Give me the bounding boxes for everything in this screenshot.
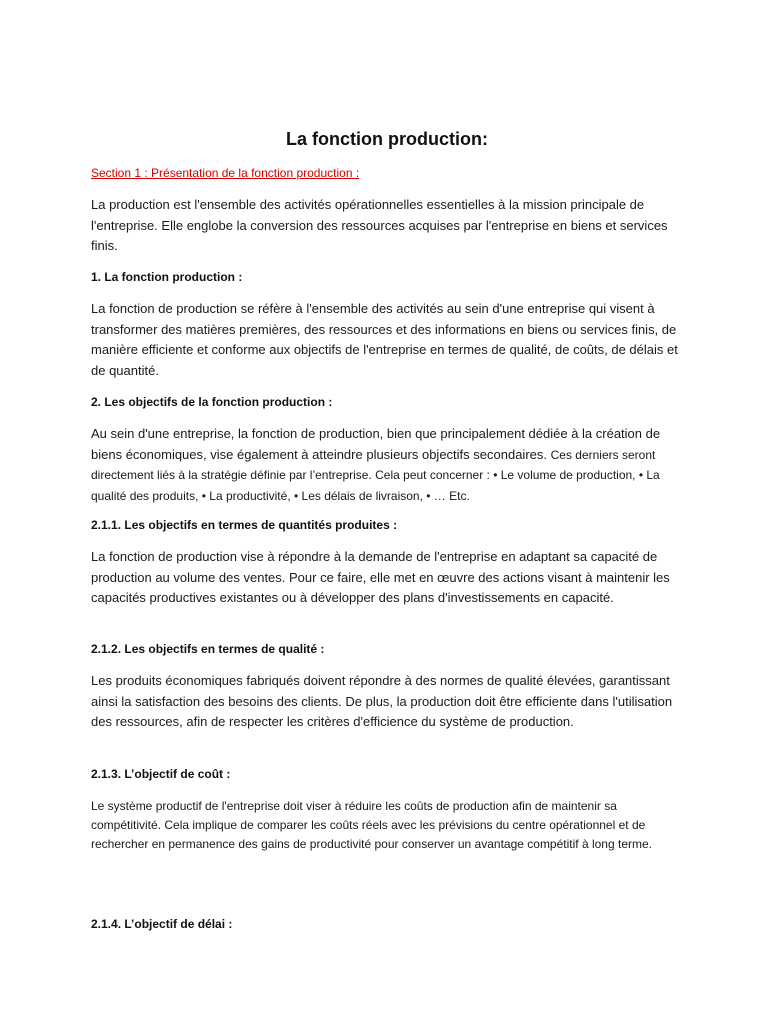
- heading-fonction-production: 1. La fonction production :: [91, 270, 243, 284]
- paragraph-fonction-production: La fonction de production se réfère à l'ensemble des activités au sein d'une entreprise qui visent à transformer des matières premières, des ressources et des informations en biens ou services finis, de manière efficiente et conforme aux objectifs de l'entreprise en termes de qualité, de coûts, de délais et de quantité.: [91, 301, 678, 378]
- paragraph-cout: Le système productif de l'entreprise doit viser à réduire les coûts de production afin de maintenir sa compétitivité. Cela implique de comparer les coûts réels avec les prévisions du centre opérationnel et de rechercher en permanence des gains de productivité pour conserver un avantage compétitif à long terme.: [91, 799, 652, 851]
- paragraph-objectifs-part2: Ces derniers seront directement liés à la stratégie définie par l’entreprise. Cela peut concerner : • Le volume de production, • La qualité des produits, • La productivité, • Les délais de livraison, • … Etc.: [91, 447, 660, 503]
- page-title: La fonction production:: [286, 129, 488, 149]
- paragraph-objectifs-part1: Au sein d'une entreprise, la fonction de production, bien que principalement dédiée à la création de biens économiques, vise également à atteindre plusieurs objectifs secondaires.: [91, 426, 661, 462]
- paragraph-quantites: La fonction de production vise à répondre à la demande de l'entreprise en adaptant sa capacité de production au volume des ventes. Pour ce faire, elle met en œuvre des actions visant à maintenir les capacités productives existantes ou à développer des plans d'investissements en capacité.: [91, 549, 670, 605]
- heading-objectifs: 2. Les objectifs de la fonction production :: [91, 395, 333, 409]
- paragraph-objectifs: [91, 424, 683, 506]
- intro-paragraph: La production est l'ensemble des activités opérationnelles essentielles à la mission principale de l'entreprise. Elle englobe la conversion des ressources acquises par l'entreprise en biens et services finis.: [91, 197, 668, 253]
- heading-cout: 2.1.3. L’objectif de coût :: [91, 767, 231, 781]
- paragraph-qualite: Les produits économiques fabriqués doivent répondre à des normes de qualité élevées, garantissant ainsi la satisfaction des besoins des clients. De plus, la production doit être efficiente dans l'utilisation des ressources, afin de respecter les critères d'efficience du système de production.: [91, 673, 673, 729]
- heading-quantites: 2.1.1. Les objectifs en termes de quantités produites :: [91, 518, 398, 532]
- heading-delai: 2.1.4. L’objectif de délai :: [91, 917, 233, 931]
- heading-qualite: 2.1.2. Les objectifs en termes de qualité :: [91, 642, 325, 656]
- section-heading: Section 1 : Présentation de la fonction production :: [91, 166, 360, 180]
